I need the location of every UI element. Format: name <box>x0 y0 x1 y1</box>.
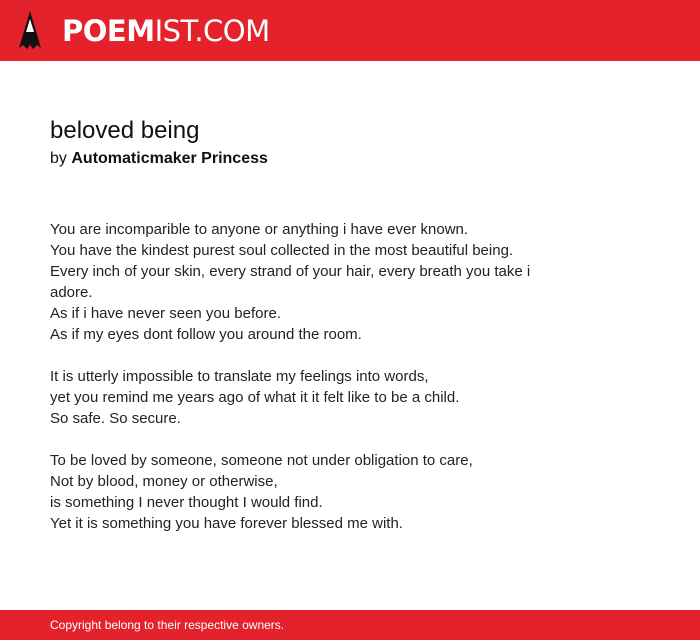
brand-name-strong: POEM <box>62 14 155 48</box>
by-label: by <box>50 150 67 167</box>
brand-name-light: IST.COM <box>154 14 270 48</box>
poem-stanza <box>50 219 570 345</box>
author-name[interactable]: Automaticmaker Princess <box>71 150 268 167</box>
top-bar <box>0 0 700 61</box>
poem-line: Every inch of your skin, every strand of your hair, every breath you take i <box>50 263 531 280</box>
poem-title: beloved being <box>50 117 200 144</box>
poem-line: It is utterly impossible to translate my feelings into words, <box>50 368 429 385</box>
poem-stanza <box>50 366 570 429</box>
footer-bar <box>0 610 700 640</box>
pencil-tip-icon[interactable] <box>18 10 42 52</box>
poem-line: is something I never thought I would find. <box>50 494 323 511</box>
poem-line: yet you remind me years ago of what it it felt like to be a child. <box>50 389 460 406</box>
poem-line: adore. <box>50 284 93 301</box>
poem-line: As if my eyes dont follow you around the room. <box>50 326 362 343</box>
poem-line: You are incomparible to anyone or anything i have ever known. <box>50 221 469 238</box>
poem-line: Not by blood, money or otherwise, <box>50 473 278 490</box>
site-logo[interactable] <box>62 13 270 49</box>
poem-line: To be loved by someone, someone not under obligation to care, <box>50 452 473 469</box>
copyright-notice: Copyright belong to their respective owners. <box>50 618 285 632</box>
poem-byline <box>50 149 268 169</box>
poem-body <box>50 219 570 555</box>
poem-line: Yet it is something you have forever blessed me with. <box>50 515 403 532</box>
poem-stanza <box>50 450 570 534</box>
poem-line: You have the kindest purest soul collected in the most beautiful being. <box>50 242 514 259</box>
poem-line: So safe. So secure. <box>50 410 181 427</box>
poem-line: As if i have never seen you before. <box>50 305 281 322</box>
